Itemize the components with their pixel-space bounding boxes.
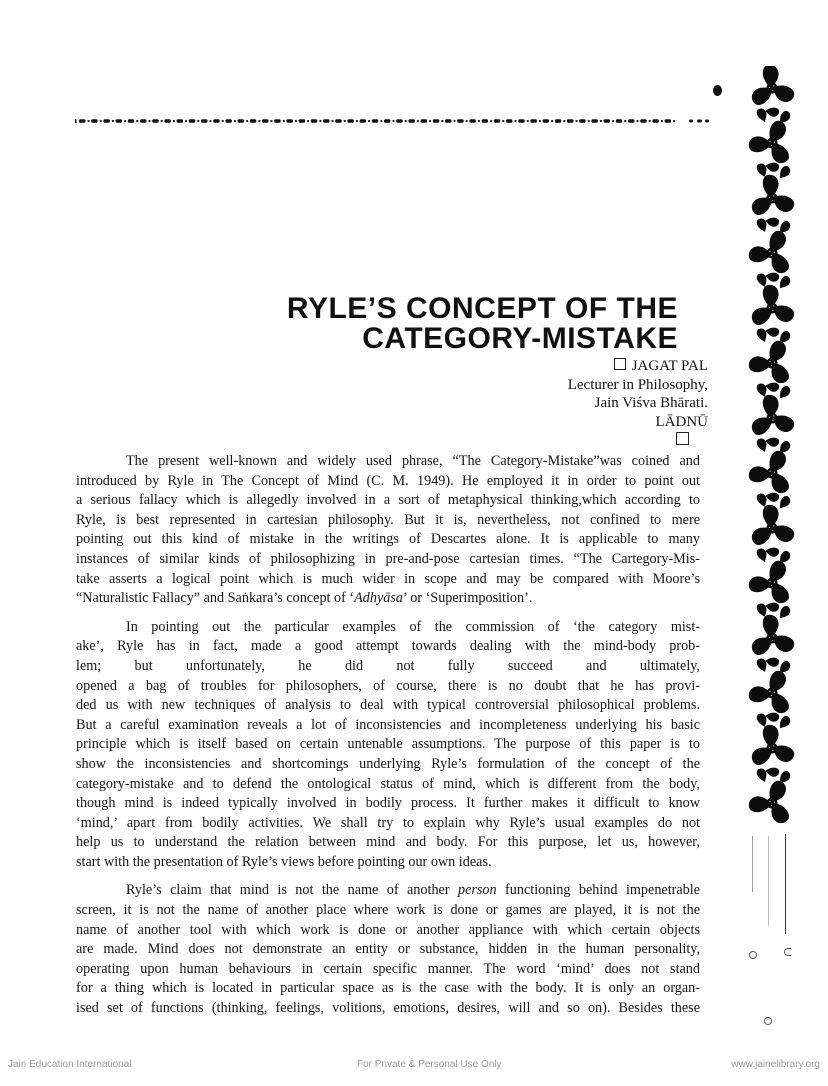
text-line: instances of similar kinds of philosophizing in pre-and-pose cartesian times. “The Cartegory-Mis- [76,550,700,567]
footer-left: Jain Education International [8,1059,132,1070]
text-line: In pointing out the particular examples of the commission of ‘the category mist- [126,618,700,635]
paragraph-2 [76,618,700,873]
text-line: pointing out this kind of mistake in the writings of Descartes alone. It is applicable to many [76,531,700,548]
text-line: take asserts a logical point which is much wider in scope and may be compared with Moore’s [76,570,700,587]
text-line: ake’, Ryle has in fact, made a good attempt towards dealing with the mind-body prob- [76,638,700,655]
text-line: a serious fallacy which is allegedly involved in a sort of metaphysical thinking,which according to [76,492,700,509]
hollow-square-icon [676,432,689,445]
text-line: Ryle, is best represented in cartesian philosophy. But it is, nevertheless, not confined to mere [76,511,700,528]
text-line: opened a bag of troubles for philosophers, of course, there is no doubt that he has provi- [76,677,700,694]
text-line: The present well-known and widely used phrase, “The Category-Mistake”was coined and [126,453,700,469]
text-line: help us to understand the relation between mind and body. For this purpose, let us, however, [76,834,700,851]
text-line: for a thing which is located in particular space as is the case with the body. It is only an organ- [76,980,700,997]
text-line: show the inconsistencies and shortcomings underlying Ryle’s formulation of the concept of the [76,755,700,772]
paisley-rosette-border-icon [744,66,800,826]
ornament-dot-icon [713,85,722,96]
margin-line [752,836,753,892]
text-line: though mind is indeed typically involved in bodily process. It further makes it difficult to know [76,795,700,812]
text-line: name of another tool with which work is done or another appliance with which certain objects [76,921,700,938]
margin-circle-icon [749,951,757,959]
text-line [76,881,700,901]
text-line: principle which is itself based on certain untenable assumptions. The purpose of this paper is to [76,736,700,753]
italic-term: person [458,882,497,899]
text-line: But a careful examination reveals a lot of inconsistencies and incompleteness underlying his basic [76,716,700,733]
text-line: lem; but unfortunately, he did not fully succeed and ultimately, [76,657,700,674]
dash-dot-rule-icon [75,118,713,124]
article-body [76,452,700,1019]
text-line: ded us with new techniques of analysis to deal with typical controversial philosophical problems. [76,697,700,714]
text-run: functioning behind impenetrable [496,882,701,899]
text-line: are made. Mind does not demonstrate an entity or substance, hidden in the human personality, [76,941,700,958]
text-line: screen, it is not the name of another place where work is done or games are played, it is not the [76,902,700,919]
margin-line [785,834,786,934]
footer-center: For Private & Personal Use Only [357,1059,502,1070]
author-block [568,357,708,431]
hollow-square-icon [614,358,626,370]
paragraph-1 [76,452,700,609]
footer-right[interactable]: www.jainelibrary.org [731,1059,820,1070]
title-line-1: RYLE’S CONCEPT OF THE [286,292,678,325]
author-position: Lecturer in Philosophy, [567,376,708,393]
margin-line [768,836,769,926]
text-line [76,589,700,609]
title-line-2: CATEGORY-MISTAKE [362,322,678,355]
text-line: operating upon human behaviours in certain specific manner. The word ‘mind’ does not stand [76,960,700,977]
text-line: ised set of functions (thinking, feelings, volitions, emotions, desires, will and so on). Besides these [76,1000,700,1017]
margin-circle-icon [764,1017,772,1025]
text-run: ’ or ‘Superimposition’. [403,590,533,607]
text-line: category-mistake and to defend the ontological status of mind, which is different from the body, [76,775,700,792]
author-place: LĀDNŪ [655,413,708,430]
margin-circle-icon [784,948,791,956]
text-run: “Naturalistic Fallacy” and Saṅkara’s concept of ‘ [76,590,355,607]
text-line: introduced by Ryle in The Concept of Mind (C. M. 1949). He employed it in order to point out [76,472,700,489]
text-line: ‘mind,’ apart from bodily activities. We shall try to explain why Ryle’s usual examples do not [76,814,700,831]
text-run: Ryle’s claim that mind is not the name of another [126,882,458,899]
text-line: start with the presentation of Ryle’s views before pointing our own ideas. [76,853,492,870]
italic-term: Adhyāsa [354,590,403,607]
article-title [287,294,678,354]
author-institution: Jain Viśva Bhārati. [594,395,708,411]
paragraph-3 [76,881,700,1018]
author-name: JAGAT PAL [631,358,708,374]
